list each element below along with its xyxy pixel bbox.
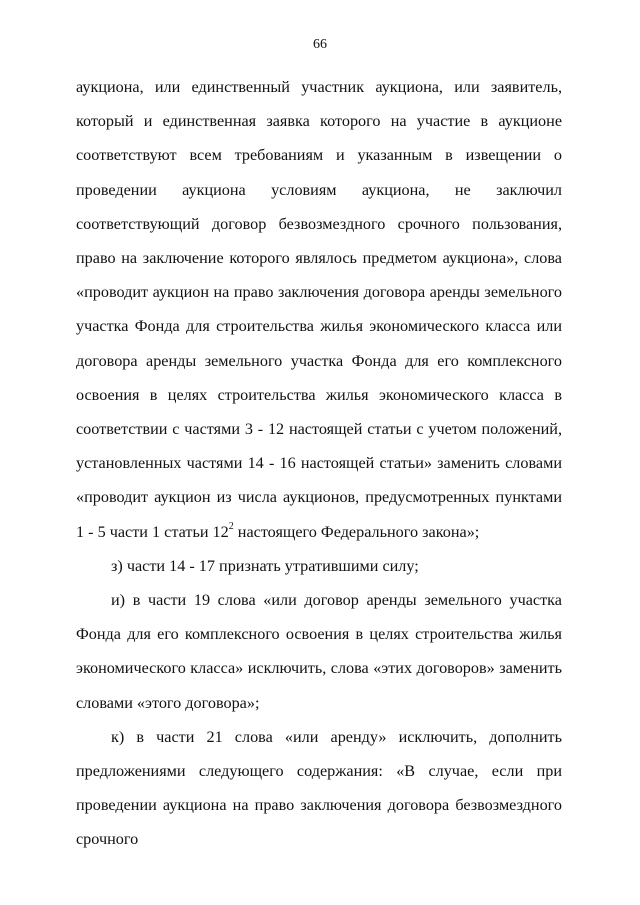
paragraph-item-z: з) части 14 - 17 признать утратившими силу;	[111, 556, 419, 575]
paragraph-text: настоящего Федерального закона»;	[233, 522, 480, 541]
paragraph-item-k: к) в части 21 слова «или аренду» исключить, дополнить предложениями следующего содержания: «В случае, если при проведении аукциона на право заключения договора безвозмездного срочного	[76, 727, 562, 849]
document-body	[76, 70, 562, 857]
superscript-number: 2	[228, 521, 234, 533]
paragraph-text: аукциона, или единственный участник аукциона, или заявитель, который и единственная заявка которого на участие в аукционе соответствуют всем требованиям и указанным в извещении о проведении аукциона условиям аукциона, не заключил соответствующий договор безвозмездного срочного пользования, право на заключение которого являлось предметом аукциона», слова «проводит аукцион на право заключения договора аренды земельного участка Фонда для строительства жилья экономического класса или договора аренды земельного участка Фонда для его комплексного освоения в целях строительства жилья экономического класса в соответствии с частями 3 - 12 настоящей статьи с учетом положений, установленных частями 14 - 16 настоящей статьи» заменить словами «проводит аукцион из числа аукционов, предусмотренных пунктами 1 - 5 части 1 статьи 12	[76, 78, 562, 541]
page-number: 66	[313, 37, 327, 52]
paragraph-continuation	[76, 70, 562, 549]
paragraph-item-i: и) в части 19 слова «или договор аренды земельного участка Фонда для его комплексного освоения в целях строительства жилья экономического класса» исключить, слова «этих договоров» заменить словами «этого договора»;	[76, 591, 562, 712]
